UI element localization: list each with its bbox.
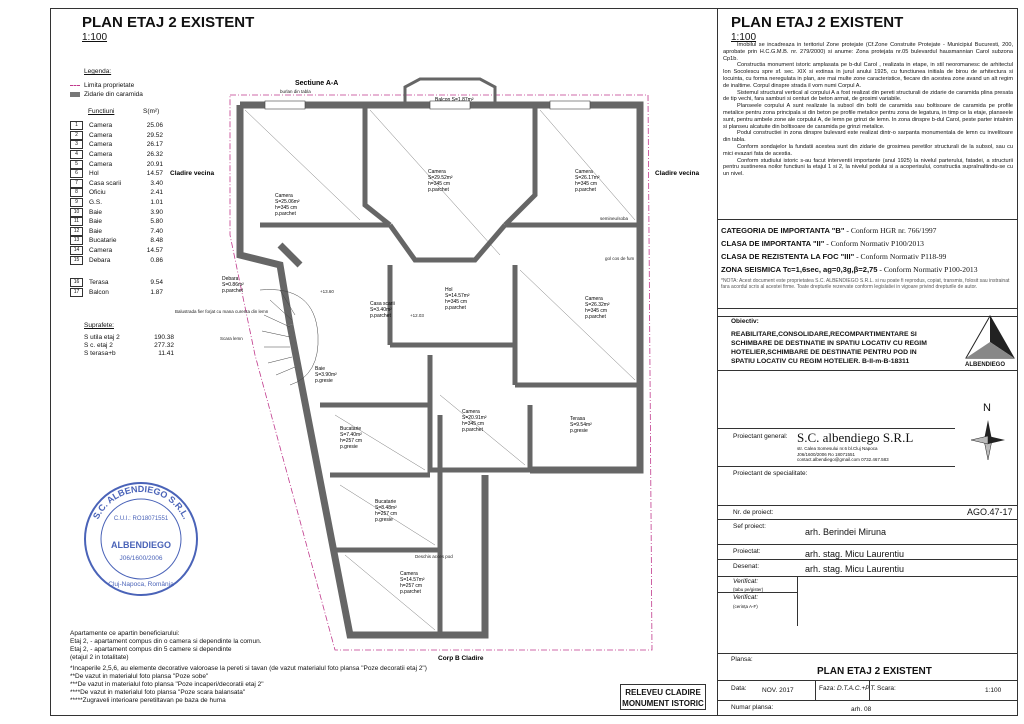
description-paragraph: Conform sondajelor la fundatii acestea sunt din zidarie de grosimea peretilor structurali de la subsol, sau cu mici evazari fata de acestia. <box>723 143 1013 157</box>
room-name: Balcon <box>89 288 109 296</box>
surfaces-title: Suprafete: <box>84 322 114 329</box>
room-name: G.S. <box>89 199 103 207</box>
room-name: Camera <box>89 151 113 159</box>
note-item: ****De vazut in materialul foto plansa "Poze scara balansata" <box>70 689 246 696</box>
svg-text:Camera: Camera <box>400 571 418 577</box>
room-legend-row <box>70 150 163 160</box>
corp-b-label: Corp B Cladire <box>438 655 484 662</box>
room-name: Oficiu <box>89 189 106 197</box>
stamp-cui: C.U.I.: RO18071551 <box>113 516 169 522</box>
svg-text:p.gresie: p.gresie <box>315 378 333 384</box>
room-legend-row <box>70 169 163 179</box>
room-label-4 <box>585 296 610 320</box>
right-scale: 1:100 <box>731 32 757 43</box>
room-area: 7.40 <box>150 227 163 235</box>
apartment-2: Etaj 2, - apartament compus din 5 camere si dependinte <box>70 646 232 653</box>
plansa-label: Plansa: <box>731 656 753 663</box>
room-label-14 <box>400 571 425 595</box>
room-label-13 <box>375 499 397 523</box>
description-text <box>723 42 1013 178</box>
svg-text:Baie: Baie <box>315 366 326 372</box>
legend-title: Legenda: <box>84 68 112 75</box>
note-level-1: +13.60 <box>320 289 334 294</box>
room-number: 3 <box>70 140 83 149</box>
functions-header: Functiuni <box>88 108 115 115</box>
description-paragraph: Sistemul structural vertical al corpului A a fost realizat din pereti structurali de zidarie de caramida plina presata de tip vechi, fara samburi si centuri de beton armat, de grosimi variabile. <box>723 89 1013 103</box>
svg-text:S=8.48m²: S=8.48m² <box>375 505 397 511</box>
svg-text:Camera: Camera <box>428 169 446 175</box>
svg-text:S=26.32m²: S=26.32m² <box>585 302 610 308</box>
surface-row <box>84 350 174 358</box>
category-label: ZONA SEISMICA Tc=1,6sec, ag=0,3g,β=2,75 <box>721 265 878 274</box>
note-item: ***De vazut in materialul foto plansa "Poze incaperi/decoratii etaj 2" <box>70 681 264 688</box>
room-number: 16 <box>70 278 83 287</box>
room-legend-row <box>70 278 163 288</box>
category-label: CATEGORIA DE IMPORTANTA "B" <box>721 226 845 235</box>
verif2-label: Verificat: <box>733 594 759 601</box>
svg-text:p.gresie: p.gresie <box>340 444 358 450</box>
svg-text:S=14.57m²: S=14.57m² <box>400 577 425 583</box>
svg-text:Casa scarii: Casa scarii <box>370 301 395 307</box>
releveu-line-1: RELEVEU CLADIRE <box>625 688 701 697</box>
designer-name: arh. stag. Micu Laurentiu <box>805 549 905 559</box>
project-no: AGO.47-17 <box>967 507 1013 517</box>
category-norm: - Conform HGR nr. 766/1997 <box>844 226 937 235</box>
balcony-label: Balcon S=1.87m² <box>435 97 474 103</box>
svg-text:Camera: Camera <box>462 409 480 415</box>
room-legend-row <box>70 227 163 237</box>
room-area: 26.32 <box>146 151 163 159</box>
note-gol-cos: gol cos de fum <box>605 256 635 261</box>
room-area: 3.90 <box>150 208 163 216</box>
scale-value: 1:100 <box>985 687 1002 694</box>
note-item: *****Zugraveli interioare peretiltavan pe baza de huma <box>70 697 226 704</box>
apartments-title: Apartamente ce apartin beneficiarului: <box>70 630 180 637</box>
room-name: Camera <box>89 131 113 139</box>
room-number: 11 <box>70 217 83 226</box>
svg-text:p.parchet: p.parchet <box>445 305 466 311</box>
chief-name: arh. Berindei Miruna <box>805 527 887 537</box>
neighbor-right: Cladire vecina <box>655 170 700 177</box>
room-area: 14.57 <box>146 170 163 178</box>
room-number: 10 <box>70 208 83 217</box>
room-area: 20.91 <box>146 160 163 168</box>
note-level-2: +12.03 <box>410 313 424 318</box>
room-name: Camera <box>89 247 113 255</box>
releveu-box <box>620 684 706 710</box>
description-paragraph: Constructia monument istoric amplasata pe b-dul Carol , realizata in etape, in stil neoromanesc de arhitectul Ion Socolescu spre sf. sec. XIX si extinsa in jurul anului 1925, cu functiunea initiala de birou de arhitectura si locuinta, cu forma neregulata in plan, are mai multe zone caracteristice, fiecare din acestea zone avand un alt regim de inaltime. Corpul dinspre strada il vom numi Corpul A. <box>723 62 1013 89</box>
svg-text:Camera: Camera <box>585 296 603 302</box>
legend-brick-wall: Zidarie din caramida <box>70 91 143 99</box>
room-number: 2 <box>70 131 83 140</box>
room-legend-row <box>70 159 163 169</box>
room-number: 9 <box>70 198 83 207</box>
phase-label: Faza: <box>819 685 836 692</box>
room-number: 12 <box>70 227 83 236</box>
svg-text:S=14.57m²: S=14.57m² <box>445 293 470 299</box>
area-header: S(m²) <box>143 108 160 115</box>
description-paragraph: Planseele corpului A sunt realizate la subsol din bolti de caramida sau boltisoare de caramida pe profile metalice pentru zona principala si din beton pe profile metalice pentru zona de legatura, in timp ce la etaje, planseele sunt, pentru ambele zone ale corpului A, de lemn pe grinzi de lemn. In zona dinspre b-dul Carol, peste parter intalnim si planseu alcatuite din boltisoare de caramida pe grinzi metalice. <box>723 103 1013 130</box>
description-paragraph: Podul constructiei in zona dinspre bulevard este realizat dintr-o sarpanta monumentala de lemn cu invelitoare din tabla. <box>723 130 1013 144</box>
svg-text:p.parchet: p.parchet <box>462 427 483 433</box>
note-pod: Deschis acces pod <box>415 554 453 559</box>
room-legend-row <box>70 198 163 208</box>
svg-text:Camera: Camera <box>575 169 593 175</box>
svg-text:p.gresie: p.gresie <box>375 517 393 523</box>
verif1-sub: (tabu pe/gister) <box>733 587 764 592</box>
room-legend-row <box>70 121 163 131</box>
svg-text:Bucatarie: Bucatarie <box>375 499 397 505</box>
svg-text:h=345 cm: h=345 cm <box>275 205 298 211</box>
note-balustrada: Balustrada fier forjat cu mana curenta din lemn <box>175 309 269 314</box>
room-number: 17 <box>70 288 83 297</box>
room-name: Baie <box>89 227 103 235</box>
surface-value: 190.38 <box>154 334 174 341</box>
room-name: Camera <box>89 122 113 130</box>
svg-text:h=257 cm: h=257 cm <box>340 438 363 444</box>
company-name: S.C. albendiego S.R.L <box>797 430 914 445</box>
surface-row <box>84 342 174 350</box>
svg-text:p.parchet: p.parchet <box>575 187 596 193</box>
category-row <box>721 263 1014 276</box>
room-number: 4 <box>70 150 83 159</box>
room-legend-row <box>70 188 163 198</box>
svg-text:S=20.91m²: S=20.91m² <box>462 415 487 421</box>
north-label: N <box>983 402 991 414</box>
note-item: **De vazut in materialul foto plansa "Poze sobe" <box>70 673 209 680</box>
plan-title: PLAN ETAJ 2 EXISTENT <box>82 14 255 31</box>
room-legend-row <box>70 140 163 150</box>
svg-text:S=3.90m²: S=3.90m² <box>315 372 337 378</box>
drawn-name: arh. stag. Micu Laurentiu <box>805 564 905 574</box>
sheet-value: arh. 08 <box>851 706 872 713</box>
room-name: Terasa <box>89 279 109 287</box>
room-area: 25.06 <box>146 122 163 130</box>
svg-text:h=345 cm: h=345 cm <box>445 299 468 305</box>
drawn-label: Desenat: <box>733 563 760 570</box>
room-legend-row <box>70 255 163 265</box>
description-paragraph: Conform studiului istoric s-au facut interventii importante (anul 1925) la nivelul parterului, fatadei, a structurii pentru sustinerea noilor functiuni la etajul 1 si 2, la nivelul podului si a acoperisului, constructia supraInaltindu-se cu un nivel. <box>723 157 1013 178</box>
category-label: CLASA DE IMPORTANTA "II" <box>721 239 825 248</box>
general-designer-label: Proiectant general: <box>733 433 788 440</box>
room-number: 13 <box>70 236 83 245</box>
surface-value: 277.32 <box>154 342 174 349</box>
room-number: 15 <box>70 256 83 265</box>
room-name: Casa scarii <box>89 179 122 187</box>
room-label-2 <box>428 169 453 193</box>
logo-text: ALBENDIEGO <box>965 362 1006 368</box>
svg-text:S=29.52m²: S=29.52m² <box>428 175 453 181</box>
room-area: 1.01 <box>150 199 163 207</box>
svg-text:Hol: Hol <box>445 287 453 293</box>
room-number: 1 <box>70 121 83 130</box>
room-legend-row <box>70 236 163 246</box>
room-legend-row <box>70 207 163 217</box>
date-label: Data: <box>731 685 747 692</box>
room-area: 2.41 <box>150 189 163 197</box>
room-legend <box>70 121 163 297</box>
company-stamp <box>82 480 200 598</box>
stamp-reg: J06/1600/2006 <box>119 555 163 562</box>
svg-text:h=345 cm: h=345 cm <box>585 308 608 314</box>
svg-text:p.parchet: p.parchet <box>400 589 421 595</box>
objective-text: REABILITARE,CONSOLIDARE,RECOMPARTIMENTARE SI SCHIMBARE DE DESTINATIE IN SPATIU LOCATIV CU REGIM HOTELIER,SCHIMBARE DE DESTINATIE PENTRU POD IN SPATIU LOCATIV CU REGIM HOTELIER. B-II-m-B-18311 <box>731 331 927 365</box>
plan-scale: 1:100 <box>82 32 108 43</box>
apartment-1: Etaj 2, - apartament compus din o camera si dependinte la comun. <box>70 638 262 645</box>
surface-label: S utila etaj 2 <box>84 334 120 341</box>
svg-text:S=7.40m²: S=7.40m² <box>340 432 362 438</box>
room-area: 5.80 <box>150 218 163 226</box>
surface-label: S terasa+b <box>84 350 116 357</box>
svg-text:Camera: Camera <box>275 193 293 199</box>
surfaces-list <box>84 334 174 358</box>
category-label: CLASA DE REZISTENTA LA FOC "III" <box>721 252 855 261</box>
category-row <box>721 250 1014 263</box>
room-area: 14.57 <box>146 247 163 255</box>
room-legend-row <box>70 246 163 256</box>
room-label-1 <box>275 193 300 217</box>
room-area: 29.52 <box>146 131 163 139</box>
svg-text:h=257 cm: h=257 cm <box>375 511 398 517</box>
svg-text:p.gresie: p.gresie <box>570 428 588 434</box>
sheet-label: Numar plansa: <box>731 704 774 711</box>
chief-label: Sef proiect: <box>733 523 766 530</box>
room-name: Debara <box>89 256 111 264</box>
room-label-3 <box>575 169 600 193</box>
room-legend-row <box>70 288 163 298</box>
room-name: Camera <box>89 160 113 168</box>
svg-text:S=26.17m²: S=26.17m² <box>575 175 600 181</box>
room-name: Camera <box>89 141 113 149</box>
svg-text:p.parchet: p.parchet <box>275 211 296 217</box>
surface-value: 11.41 <box>158 350 174 357</box>
verif1-label: Verificat: <box>733 578 759 585</box>
svg-text:Bucatarie: Bucatarie <box>340 426 362 432</box>
date-value: NOV. 2017 <box>762 687 794 694</box>
room-area: 9.54 <box>150 279 163 287</box>
svg-text:p.parchet: p.parchet <box>585 314 606 320</box>
room-number: 14 <box>70 246 83 255</box>
phase-value: D.T.A.C.+P.T. <box>837 685 876 692</box>
room-label-12 <box>340 426 362 450</box>
stamp-city: Cluj-Napoca, România <box>108 581 174 588</box>
svg-text:h=345 cm: h=345 cm <box>575 181 598 187</box>
note-semineu: semineu/soba <box>600 216 629 221</box>
room-legend-row <box>70 179 163 189</box>
right-title: PLAN ETAJ 2 EXISTENT <box>731 14 904 31</box>
category-norm: - Conform Normativ P100-2013 <box>877 265 978 274</box>
svg-text:S=9.54m²: S=9.54m² <box>570 422 592 428</box>
room-name: Baie <box>89 218 103 226</box>
room-label-16 <box>570 416 592 434</box>
room-name: Hol <box>89 170 99 178</box>
description-paragraph: Imobilul se incadreaza in teritoriul Zone protejate (Cf.Zone Construite Protejate - Municipiul Bucuresti, 200, aprobate prin H.C.G.M.B. nr. 279/2000) si anume: Zona protejata nr.05 bulevardul hausmannian Carol subzona Cp1b. <box>723 42 1013 62</box>
svg-text:p.parchet: p.parchet <box>370 313 391 319</box>
section-label: Sectiune A-A <box>295 80 339 87</box>
room-number: 6 <box>70 169 83 178</box>
apartment-3: (etajul 2 in totalitate) <box>70 654 129 661</box>
svg-text:S=3.40m²: S=3.40m² <box>370 307 392 313</box>
specialty-label: Proiectant de specialitate: <box>733 470 808 477</box>
room-area: 8.48 <box>150 237 163 245</box>
verif2-sub: (cerința A-F) <box>733 604 758 609</box>
releveu-line-2: MONUMENT ISTORIC <box>622 699 704 708</box>
title-block <box>717 8 1018 716</box>
svg-text:h=257 cm: h=257 cm <box>400 583 423 589</box>
room-label-10 <box>315 366 337 384</box>
neighbor-left: Cladire vecina <box>170 170 215 177</box>
room-name: Bucatarie <box>89 237 117 245</box>
room-area: 3.40 <box>150 179 163 187</box>
room-number: 7 <box>70 179 83 188</box>
category-norm: - Conform Normativ P118-99 <box>854 252 947 261</box>
category-row <box>721 237 1014 250</box>
note-item: *Incaperile 2,5,6, au elemente decorative valoroase la pereti si tavan (de vazut materialul foto plansa "Poze decoratii etaj 2") <box>70 665 427 672</box>
project-no-label: Nr. de proiect: <box>733 509 774 516</box>
room-area: 0.86 <box>150 256 163 264</box>
svg-text:p.parchet: p.parchet <box>222 288 243 294</box>
categories-box <box>717 219 1018 309</box>
svg-text:h=345 cm: h=345 cm <box>428 181 451 187</box>
room-number: 5 <box>70 160 83 169</box>
stamp-top-text: S.C. ALBENDIEGO S.R.L. <box>90 483 192 521</box>
room-number: 8 <box>70 188 83 197</box>
svg-text:Terasa: Terasa <box>570 416 586 422</box>
room-label-5 <box>462 409 487 433</box>
room-label-15 <box>222 276 244 294</box>
surface-label: S c. etaj 2 <box>84 342 113 349</box>
room-name: Baie <box>89 208 103 216</box>
scale-label: Scara: <box>877 685 896 692</box>
notes-list <box>70 665 570 705</box>
room-area: 26.17 <box>146 141 163 149</box>
objective-label: Obiectiv: <box>731 318 759 325</box>
svg-text:h=345 cm: h=345 cm <box>462 421 485 427</box>
room-label-6 <box>445 287 470 311</box>
category-norm: - Conform Normativ P100/2013 <box>824 239 924 248</box>
company-details: str. Calea Somesului nr.6 bl.Cluj Napoca J06/1600/2006 Rо 18071551 contact.albendiego@gmail.com 0732.467.583 <box>797 446 889 462</box>
copyright-note: *NOTA: Acest document este proprietatea S.C. ALBENDIEGO S.R.L. si nu poate fi reprodus, copiat, transmis, folosit sau instrainat fara acordul scris al acestei firme. Toate drepturile rezervate conform legislatiei in vigoare privind drepturile de autor. <box>721 278 1010 290</box>
category-row <box>721 224 1014 237</box>
svg-text:S=0.86m²: S=0.86m² <box>222 282 244 288</box>
room-legend-row <box>70 217 163 227</box>
svg-text:S=25.06m²: S=25.06m² <box>275 199 300 205</box>
note-burlan: burlan din tabla <box>280 89 311 94</box>
svg-text:Debara: Debara <box>222 276 239 282</box>
room-area: 1.87 <box>150 288 163 296</box>
stamp-name: ALBENDIEGO <box>110 540 172 550</box>
plansa-title: PLAN ETAJ 2 EXISTENT <box>817 666 932 677</box>
note-scara: Scara lemn <box>220 336 243 341</box>
svg-text:p.parchet: p.parchet <box>428 187 449 193</box>
north-arrow-icon <box>971 420 1005 460</box>
surface-row <box>84 334 174 342</box>
room-legend-row <box>70 131 163 141</box>
legend-property-line: Limita proprietate <box>70 82 134 90</box>
designer-label: Proiectat: <box>733 548 761 555</box>
